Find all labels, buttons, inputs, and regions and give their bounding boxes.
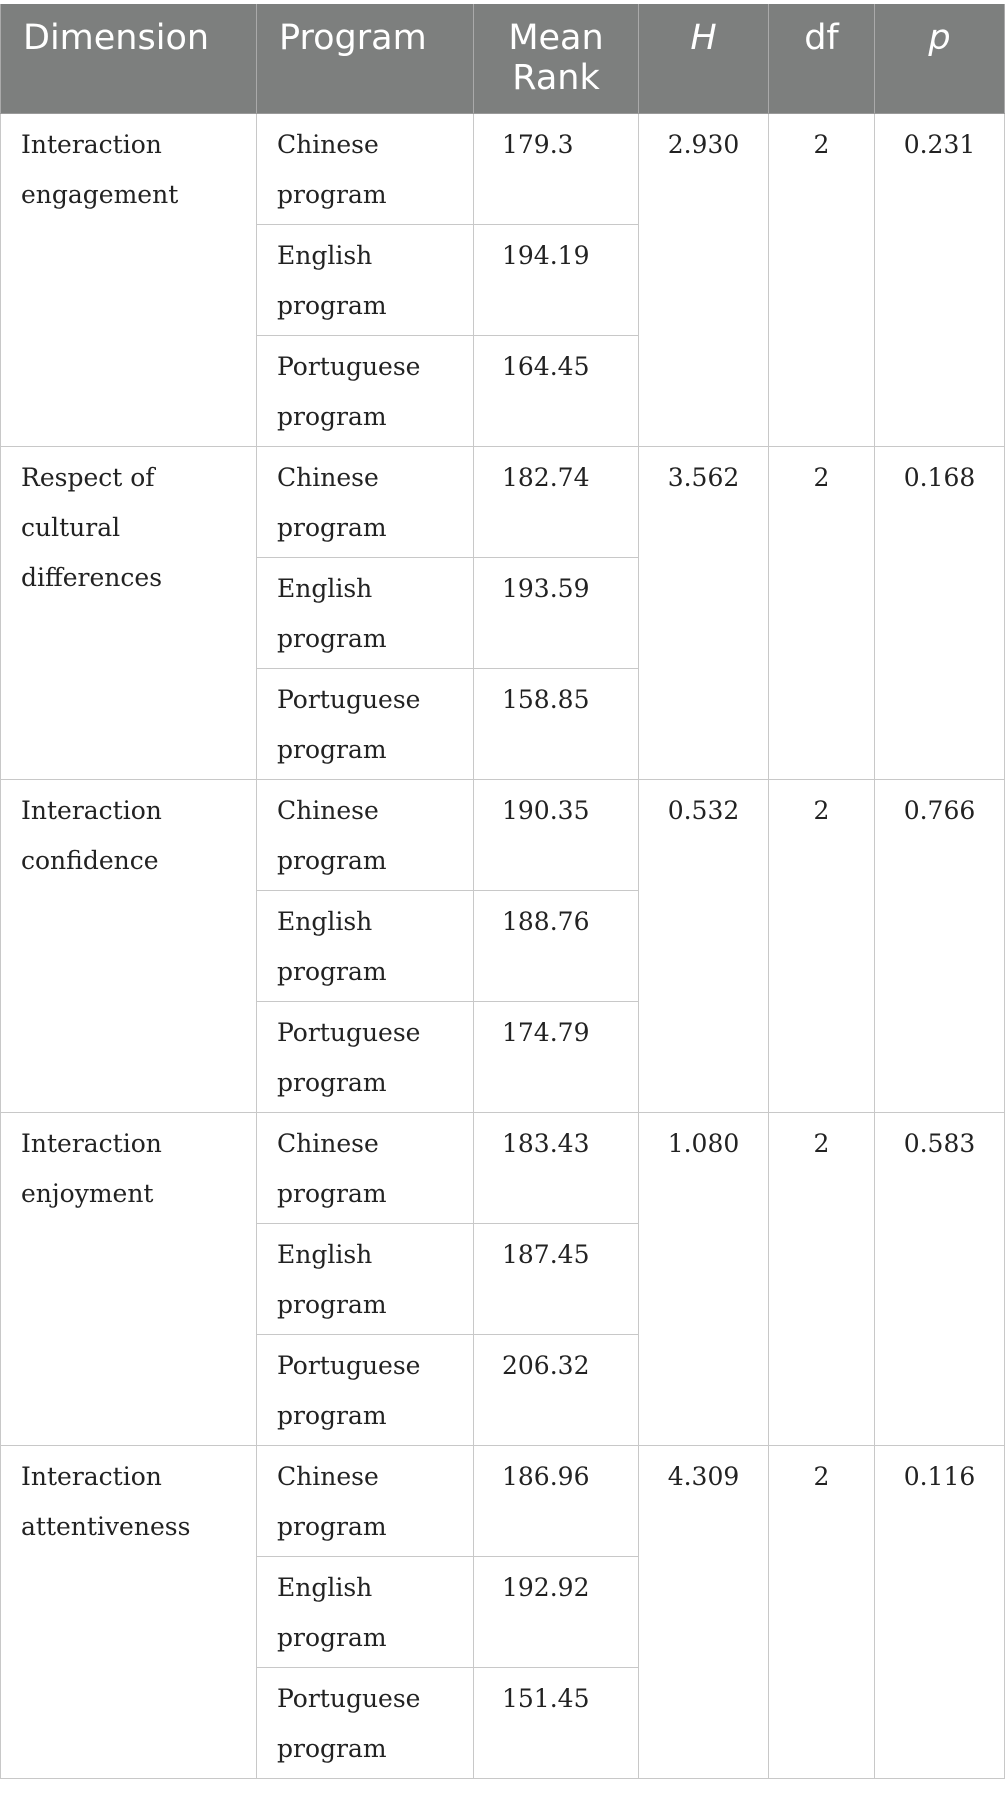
mean-rank-cell: 188.76 (474, 890, 639, 1001)
table-row (1, 446, 1005, 557)
mean-rank-cell: 151.45 (474, 1667, 639, 1778)
h-cell: 1.080 (639, 1112, 769, 1445)
program-cell: English program (257, 1223, 474, 1334)
results-table (0, 4, 1005, 1779)
h-cell: 4.309 (639, 1445, 769, 1778)
p-cell: 0.766 (875, 779, 1005, 1112)
df-cell: 2 (769, 779, 875, 1112)
h-cell: 2.930 (639, 113, 769, 446)
p-cell: 0.231 (875, 113, 1005, 446)
mean-rank-cell: 158.85 (474, 668, 639, 779)
mean-rank-cell: 206.32 (474, 1334, 639, 1445)
p-cell: 0.583 (875, 1112, 1005, 1445)
table-row (1, 779, 1005, 890)
dimension-cell: Interaction engagement (1, 113, 257, 446)
header-row (1, 4, 1005, 113)
mean-rank-cell: 186.96 (474, 1445, 639, 1556)
mean-rank-cell: 187.45 (474, 1223, 639, 1334)
table-row (1, 113, 1005, 224)
mean-rank-cell: 194.19 (474, 224, 639, 335)
mean-rank-cell: 192.92 (474, 1556, 639, 1667)
header-p: p (875, 4, 1005, 113)
program-cell: English program (257, 1556, 474, 1667)
mean-rank-cell: 182.74 (474, 446, 639, 557)
program-cell: English program (257, 224, 474, 335)
program-cell: Chinese program (257, 779, 474, 890)
df-cell: 2 (769, 446, 875, 779)
header-dimension: Dimension (1, 4, 257, 113)
mean-rank-cell: 179.3 (474, 113, 639, 224)
program-cell: Portuguese program (257, 335, 474, 446)
program-cell: Portuguese program (257, 1334, 474, 1445)
mean-rank-cell: 190.35 (474, 779, 639, 890)
df-cell: 2 (769, 1112, 875, 1445)
dimension-cell: Interaction enjoyment (1, 1112, 257, 1445)
program-cell: English program (257, 890, 474, 1001)
mean-rank-cell: 164.45 (474, 335, 639, 446)
df-cell: 2 (769, 113, 875, 446)
mean-rank-cell: 174.79 (474, 1001, 639, 1112)
dimension-cell: Respect of cultural differences (1, 446, 257, 779)
header-program: Program (257, 4, 474, 113)
p-cell: 0.116 (875, 1445, 1005, 1778)
header-df: df (769, 4, 875, 113)
header-mean-rank: Mean Rank (474, 4, 639, 113)
mean-rank-cell: 193.59 (474, 557, 639, 668)
df-cell: 2 (769, 1445, 875, 1778)
dimension-cell: Interaction attentiveness (1, 1445, 257, 1778)
header-h: H (639, 4, 769, 113)
program-cell: English program (257, 557, 474, 668)
program-cell: Chinese program (257, 1112, 474, 1223)
table-row (1, 1112, 1005, 1223)
program-cell: Chinese program (257, 1445, 474, 1556)
mean-rank-cell: 183.43 (474, 1112, 639, 1223)
program-cell: Portuguese program (257, 1001, 474, 1112)
program-cell: Chinese program (257, 113, 474, 224)
program-cell: Portuguese program (257, 668, 474, 779)
h-cell: 0.532 (639, 779, 769, 1112)
dimension-cell: Interaction confidence (1, 779, 257, 1112)
program-cell: Portuguese program (257, 1667, 474, 1778)
h-cell: 3.562 (639, 446, 769, 779)
program-cell: Chinese program (257, 446, 474, 557)
table-row (1, 1445, 1005, 1556)
p-cell: 0.168 (875, 446, 1005, 779)
